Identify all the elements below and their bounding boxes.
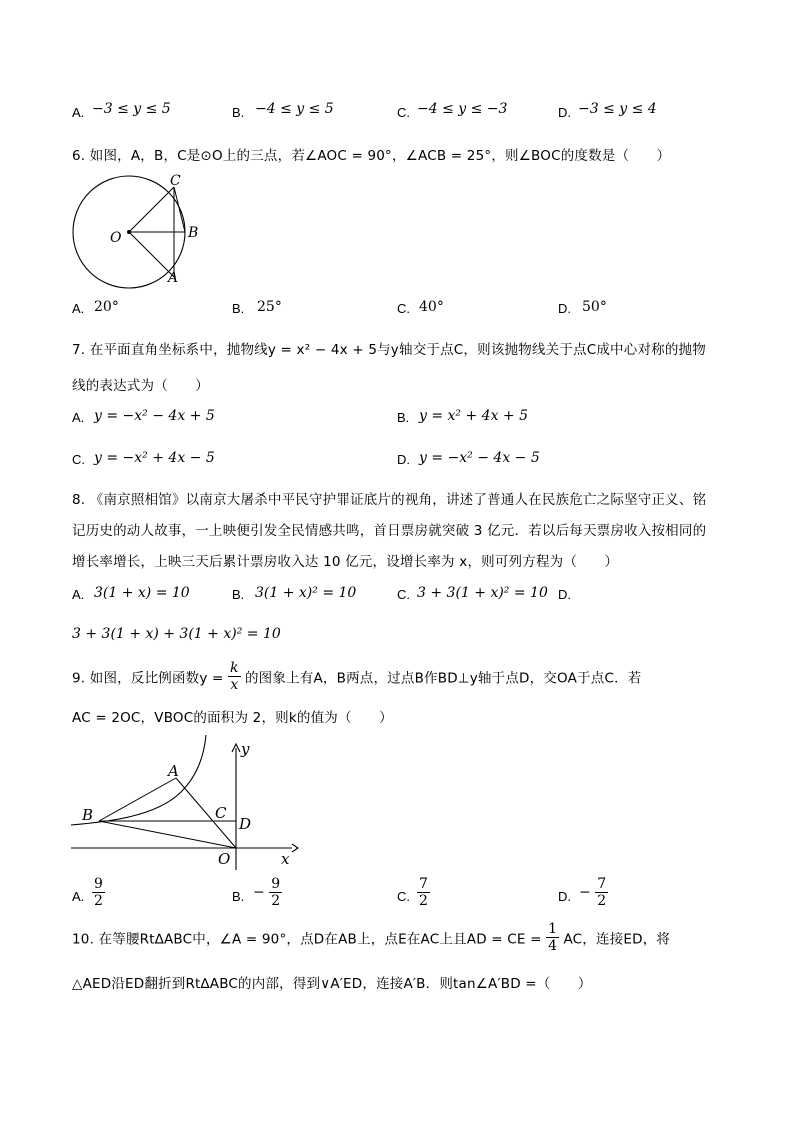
q9-option-a-denominator: 2 — [94, 893, 103, 909]
q9-option-b-value — [253, 876, 282, 909]
q6-option-b-text: 25° — [257, 299, 282, 315]
q6-option-a-text: 20° — [94, 299, 119, 315]
q8-option-b-text: 3(1 + x)² = 10 — [255, 585, 357, 601]
q5-option-d-text: −3 ≤ y ≤ 4 — [578, 101, 657, 117]
q9-option-c-denominator: 2 — [419, 893, 428, 909]
q7-option-b-text: y = x² + 4x + 5 — [419, 408, 529, 424]
q7-option-a-label: A. — [72, 410, 85, 425]
q6-stem: 6. 如图，A，B，C是⊙O上的三点，若∠AOC = 90°，∠ACB = 25°，则∠BOC的度数是（ ） — [72, 148, 671, 164]
q6-label-c: C — [170, 173, 181, 189]
q6-option-a-label: A. — [72, 301, 85, 316]
q6-option-d-label: D. — [558, 301, 571, 316]
q9-options — [72, 876, 772, 916]
q10-fraction — [546, 921, 559, 954]
q7-option-a-text: y = −x² − 4x + 5 — [94, 408, 215, 424]
q9-stem-line1 — [72, 660, 641, 700]
q9-label-b: B — [82, 806, 94, 824]
q7-stem-line2: 线的表达式为（ ） — [72, 378, 209, 394]
q6-options — [72, 299, 772, 321]
q9-option-d-label: D. — [558, 889, 571, 904]
q9-option-c-numerator: 7 — [419, 876, 428, 892]
q9-stem-line2: AC = 2OC，VBOC的面积为 2，则k的值为（ ） — [72, 710, 393, 726]
q10-fraction-numerator: 1 — [548, 921, 558, 937]
q9-option-a-numerator: 9 — [94, 876, 103, 892]
q7-options-row1 — [72, 408, 772, 430]
q10-stem-pre: 10. 在等腰Rt∆ABC中，∠A = 90°，点D在AB上，点E在AC上且AD = CE = — [72, 931, 542, 948]
q9-label-x: x — [281, 850, 290, 868]
q9-option-d-value — [579, 876, 608, 909]
q6-circle-figure — [66, 170, 216, 290]
q6-option-b-label: B. — [232, 301, 245, 316]
q9-label-a: A — [168, 762, 179, 780]
q6-option-d-text: 50° — [582, 299, 607, 315]
q9-stem-pre: 9. 如图，反比例函数y = — [72, 670, 224, 687]
q8-option-b-label: B. — [232, 587, 245, 602]
q5-option-b-label: B. — [232, 105, 245, 120]
q6-label-b: B — [188, 225, 199, 241]
q9-stem-post: 的图象上有A，B两点，过点B作BD⊥y轴于点D，交OA于点C．若 — [244, 670, 642, 687]
q9-fraction-numerator: k — [230, 660, 239, 676]
q7-option-b-label: B. — [397, 410, 410, 425]
q8-option-a-label: A. — [72, 587, 85, 602]
q7-options-row2 — [72, 450, 772, 472]
q5-option-c-text: −4 ≤ y ≤ −3 — [417, 101, 508, 117]
q7-option-c-label: C. — [72, 452, 85, 467]
q5-option-b-text: −4 ≤ y ≤ 5 — [255, 101, 334, 117]
q9-label-o: O — [218, 850, 231, 868]
q5-options — [72, 101, 772, 125]
q8-options — [72, 585, 772, 607]
q9-x-axis-arrow — [292, 844, 298, 852]
q9-option-c-value — [417, 876, 430, 909]
q9-graph-figure — [66, 732, 306, 872]
q6-segment-oc — [129, 187, 174, 232]
q8-option-c-text: 3 + 3(1 + x)² = 10 — [417, 585, 548, 601]
q9-option-b-numerator: 9 — [271, 876, 281, 892]
q5-option-c-label: C. — [397, 105, 410, 120]
q9-option-b-denominator: 2 — [271, 893, 281, 909]
q6-segment-cb — [174, 187, 185, 232]
q9-option-d-numerator: 7 — [597, 876, 607, 892]
q6-center-point — [127, 230, 131, 234]
q9-fraction-denominator: x — [230, 677, 239, 693]
q9-option-d-fraction — [595, 876, 608, 909]
q7-stem-line1: 7. 在平面直角坐标系中，抛物线y = x² − 4x + 5与y轴交于点C，则该抛物线关于点C成中心对称的抛物 — [72, 342, 706, 358]
q5-option-a-label: A. — [72, 105, 85, 120]
q9-label-y: y — [241, 740, 250, 758]
q9-option-b-fraction — [269, 876, 282, 909]
q9-option-a-value — [92, 876, 105, 909]
q8-option-d-label: D. — [558, 587, 571, 602]
q5-option-a-text: −3 ≤ y ≤ 5 — [92, 101, 171, 117]
q6-option-c-text: 40° — [419, 299, 444, 315]
q6-option-c-label: C. — [397, 301, 410, 316]
q8-stem-line2: 记历史的动人故事，一上映便引发全民情感共鸣，首日票房就突破 3 亿元．若以后每天票房收入按相同的 — [72, 523, 707, 539]
q6-label-o: O — [110, 230, 122, 246]
q7-option-c-text: y = −x² + 4x − 5 — [94, 450, 215, 466]
q8-option-a-text: 3(1 + x) = 10 — [94, 585, 190, 601]
q10-stem-post: AC，连接ED，将 — [563, 931, 671, 948]
q7-option-d-label: D. — [397, 452, 410, 467]
q9-option-b-label: B. — [232, 889, 245, 904]
q8-option-c-label: C. — [397, 587, 410, 602]
q9-label-c: C — [215, 804, 227, 822]
q10-fraction-denominator: 4 — [548, 938, 558, 954]
q9-option-d-denominator: 2 — [597, 893, 607, 909]
q8-option-d-text: 3 + 3(1 + x) + 3(1 + x)² = 10 — [72, 626, 281, 642]
q9-fraction — [228, 660, 240, 693]
q9-option-c-fraction — [417, 876, 430, 909]
q9-option-d-sign: − — [579, 884, 591, 901]
q9-option-a-label: A. — [72, 889, 85, 904]
q9-option-a-fraction — [92, 876, 105, 909]
q8-stem-line1: 8. 《南京照相馆》以南京大屠杀中平民守护罪证底片的视角，讲述了普通人在民族危亡之际坚守正义、铭 — [72, 492, 707, 508]
q7-option-d-text: y = −x² − 4x − 5 — [419, 450, 540, 466]
q9-label-d: D — [239, 815, 252, 833]
q9-option-c-label: C. — [397, 889, 410, 904]
q8-stem-line3: 增长率增长，上映三天后累计票房收入达 10 亿元，设增长率为 x，则可列方程为（ ） — [72, 554, 619, 570]
q9-segment-ob — [99, 821, 236, 848]
q10-stem-line1 — [72, 921, 670, 961]
q10-stem-line2: △AED沿ED翻折到Rt∆ABC的内部，得到∨A′ED，连接A′B．则tan∠A′BD =（ ） — [72, 976, 592, 992]
q9-option-b-sign: − — [253, 884, 265, 901]
q5-option-d-label: D. — [558, 105, 571, 120]
q6-label-a: A — [168, 270, 179, 286]
